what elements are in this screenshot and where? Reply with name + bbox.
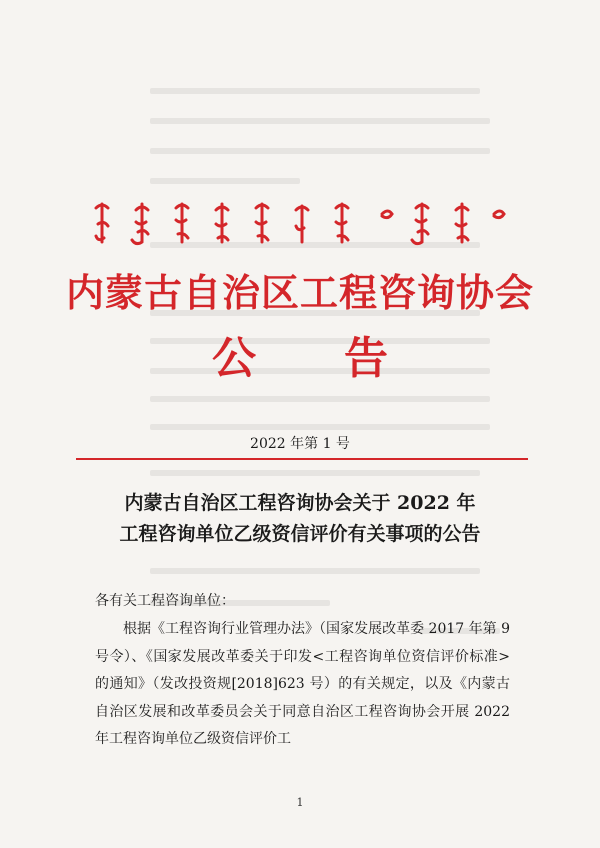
salutation: 各有关工程咨询单位： [95,593,235,609]
body-paragraph: 根据《工程咨询行业管理办法》（国家发展改革委 2017 年第 9 号令）、《国家发展改革委关于印发<工程咨询单位资信评价标准>的通知》（发改投资规[2018]623 号）的有关规定，以及《内蒙古自治区发展和改革委员会关于同意自治区工程咨询协会开展 2022 年工程咨询单位乙级资信评价工 [95,621,510,747]
mongolian-script-logo [90,198,510,248]
organization-name: 内蒙古自治区工程咨询协会 [65,270,534,315]
page-number: 1 [296,796,304,809]
document-number: 2022 年第 1 号 [250,436,350,452]
red-divider-line [76,458,528,460]
document-type-heading: 公告 [212,333,476,384]
notice-title-line-1: 内蒙古自治区工程咨询协会关于 2022 年 [124,492,476,514]
notice-title [60,488,540,550]
notice-title-line-2: 工程咨询单位乙级资信评价有关事项的公告 [119,523,481,545]
